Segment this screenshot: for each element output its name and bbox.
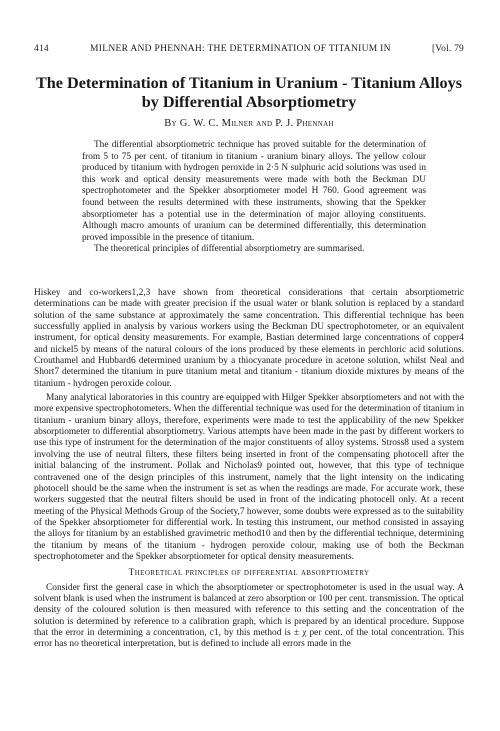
abstract-paragraph: The differential absorptiometric technique has proved suitable for the determination of from 5 to 75 per cent. of titanium in titanium - uranium binary alloys. The yellow colour produced by titanium with hydrogen peroxide in 2·5 N sulphuric acid solutions was used in this work and optical density measurements were made with both the Beckman DU spectrophotometer and the Spekker absorptiometer model H 760. Good agreement was found between the results determined with these instruments, showing that the Spekker absorptiometer has a potential use in the determination of major alloying constituents. Although macro amounts of uranium can be determined differentially, this determination proved impossible in the presence of titanium. [82,140,426,243]
running-head-title: MILNER AND PHENNAH: THE DETERMINATION OF TITANIUM IN [90,44,391,54]
section-heading: Theoretical principles of differential absorptiometry [128,568,370,579]
body-text [34,288,464,654]
body-paragraph: Consider first the general case in which the absorptiometer or spectrophotometer is used in the usual way. A solvent blank is used when the instrument is balanced at zero absorption or 100 per cent. transmission. The optical density of the coloured solution is then measured with reference to this setting and the concentration of the solution is determined by reference to a calibration graph, which is prepared by an identical procedure. Suppose that the error in determining a concentration, c1, by this method is ± χ per cent. of the total concentration. This error has no theoretical interpretation, but is defined to include all errors made in the [34,582,464,650]
article-title: The Determination of Titanium in Uranium - Titanium Alloys by Differential Absorptiometry [35,74,463,111]
abstract-paragraph: The theoretical principles of differential absorptiometry are summarised. [94,244,365,255]
volume-number: [Vol. 79 [431,44,464,54]
page-number: 414 [34,44,49,54]
author-byline: By G. W. C. Milner and P. J. Phennah [164,118,334,129]
body-paragraph: Hiskey and co-workers1,2,3 have shown from theoretical considerations that certain absorptiometric determinations can be made with greater precision if the usual water or blank solution is replaced by a standard solution of the same substance at approximately the same concentration. This differential technique has been successfully applied in analysis by various workers using the Beckman DU spectrophotometer, or an equivalent instrument, for optical density measurements. For example, Bastian determined large concentrations of copper4 and nickel5 by means of the natural colours of the ions produced by these elements in perchloric acid solutions. Crouthamel and Hubbard6 determined uranium by a thiocyanate procedure in acetone solution, whilst Neal and Short7 determined the titanium in pure titanium metal and titanium - titanium dioxide mixtures by means of the titanium - hydrogen peroxide colour. [34,288,464,389]
body-paragraph: Many analytical laboratories in this country are equipped with Hilger Spekker absorptiometers and not with the more expensive spectrophotometers. When the differential technique was used for the determination of titanium in titanium - uranium binary alloys, therefore, experiments were made to test the applicability of the new Spekker absorptiometer to differential absorptiometry. Various attempts have been made in the past by different workers to use this type of instrument for the determination of the major constituents of alloy systems. Stross8 used a system involving the use of neutral filters, these filters being inserted in front of the compensating photocell after the initial balancing of the instrument. Pollak and Nicholas9 pointed out, however, that this type of technique contravened one of the design principles of this instrument, namely that the light intensity on the indicating photocell should be the same when the instrument is set as when the readings are made. For accurate work, these workers suggested that the neutral filters should be used in front of the indicating photocell only. At a recent meeting of the Physical Methods Group of the Society,7 however, some doubts were expressed as to the suitability of the Spekker absorptiometer for differential work. In testing this instrument, our method consisted in assaying the alloys for titanium by an established gravimetric method10 and then by the differential technique, determining the titanium by means of the titanium - hydrogen peroxide colour, making use of both the Beckman spectrophotometer and the Spekker absorptiometer for optical density measurements. [34,393,464,562]
running-head [34,44,464,54]
abstract [82,140,426,256]
